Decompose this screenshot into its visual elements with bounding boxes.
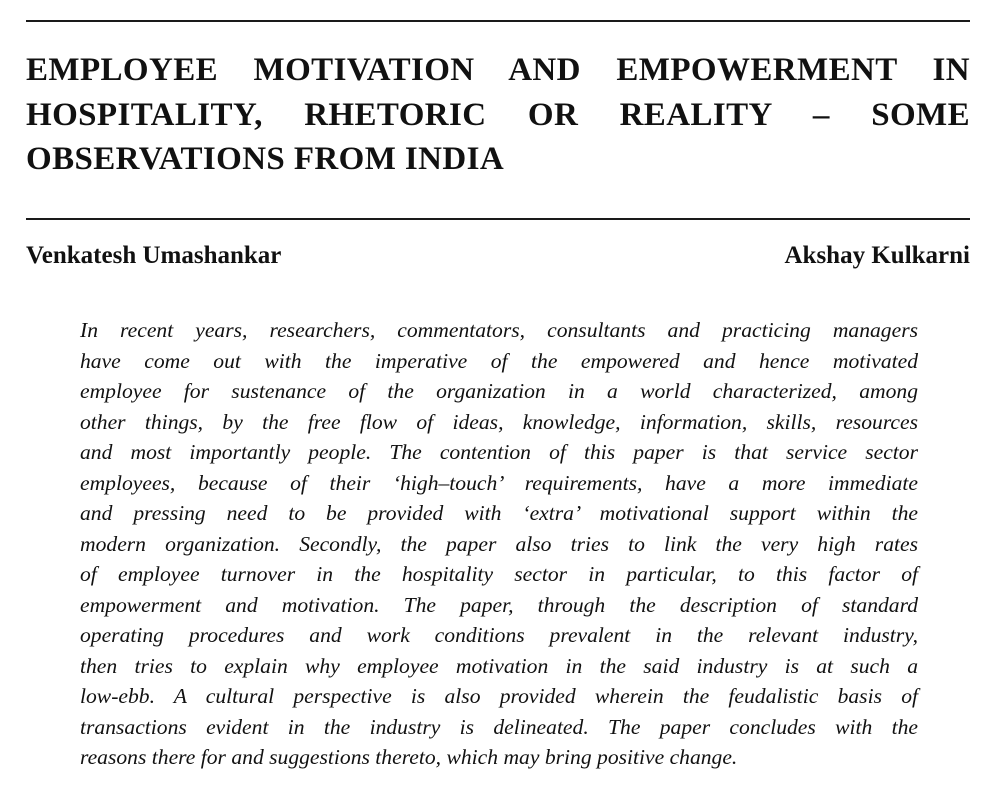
abstract-line: employee for sustenance of the organization in a world characterized, among	[80, 379, 918, 403]
abstract-line: transactions evident in the industry is delineated. The paper concludes with the	[80, 714, 918, 739]
author-first: Venkatesh Umashankar	[26, 242, 282, 269]
abstract-line: then tries to explain why employee motivation in the said industry is at such a	[80, 653, 918, 678]
author-second: Akshay Kulkarni	[784, 242, 970, 269]
top-rule	[26, 20, 970, 22]
abstract-line: and pressing need to be provided with ‘extra’ motivational support within the	[80, 501, 918, 525]
author-row	[26, 238, 970, 274]
title-rule	[26, 218, 970, 220]
paper-title	[26, 48, 970, 182]
title-line: EMPLOYEE MOTIVATION AND EMPOWERMENT IN	[26, 52, 970, 88]
abstract-line: and most importantly people. The contention of this paper is that service sector	[80, 440, 918, 464]
abstract-line: modern organization. Secondly, the paper also tries to link the very high rates	[80, 531, 918, 556]
abstract-line: In recent years, researchers, commentators, consultants and practicing managers	[80, 318, 918, 342]
title-line: OBSERVATIONS FROM INDIA	[26, 141, 505, 177]
title-line: HOSPITALITY, RHETORIC OR REALITY – SOME	[26, 96, 970, 133]
abstract-line: have come out with the imperative of the empowered and hence motivated	[80, 348, 918, 373]
abstract-line: of employee turnover in the hospitality sector in particular, to this factor of	[80, 562, 918, 586]
abstract-line: empowerment and motivation. The paper, through the description of standard	[80, 592, 918, 617]
abstract	[80, 315, 918, 773]
abstract-line: employees, because of their ‘high–touch’ requirements, have a more immediate	[80, 470, 918, 495]
abstract-line: reasons there for and suggestions thereto, which may bring positive change.	[80, 745, 738, 769]
abstract-line: operating procedures and work conditions prevalent in the relevant industry,	[80, 623, 918, 647]
abstract-line: other things, by the free flow of ideas, knowledge, information, skills, resources	[80, 409, 918, 434]
abstract-line: low-ebb. A cultural perspective is also provided wherein the feudalistic basis of	[80, 684, 918, 708]
